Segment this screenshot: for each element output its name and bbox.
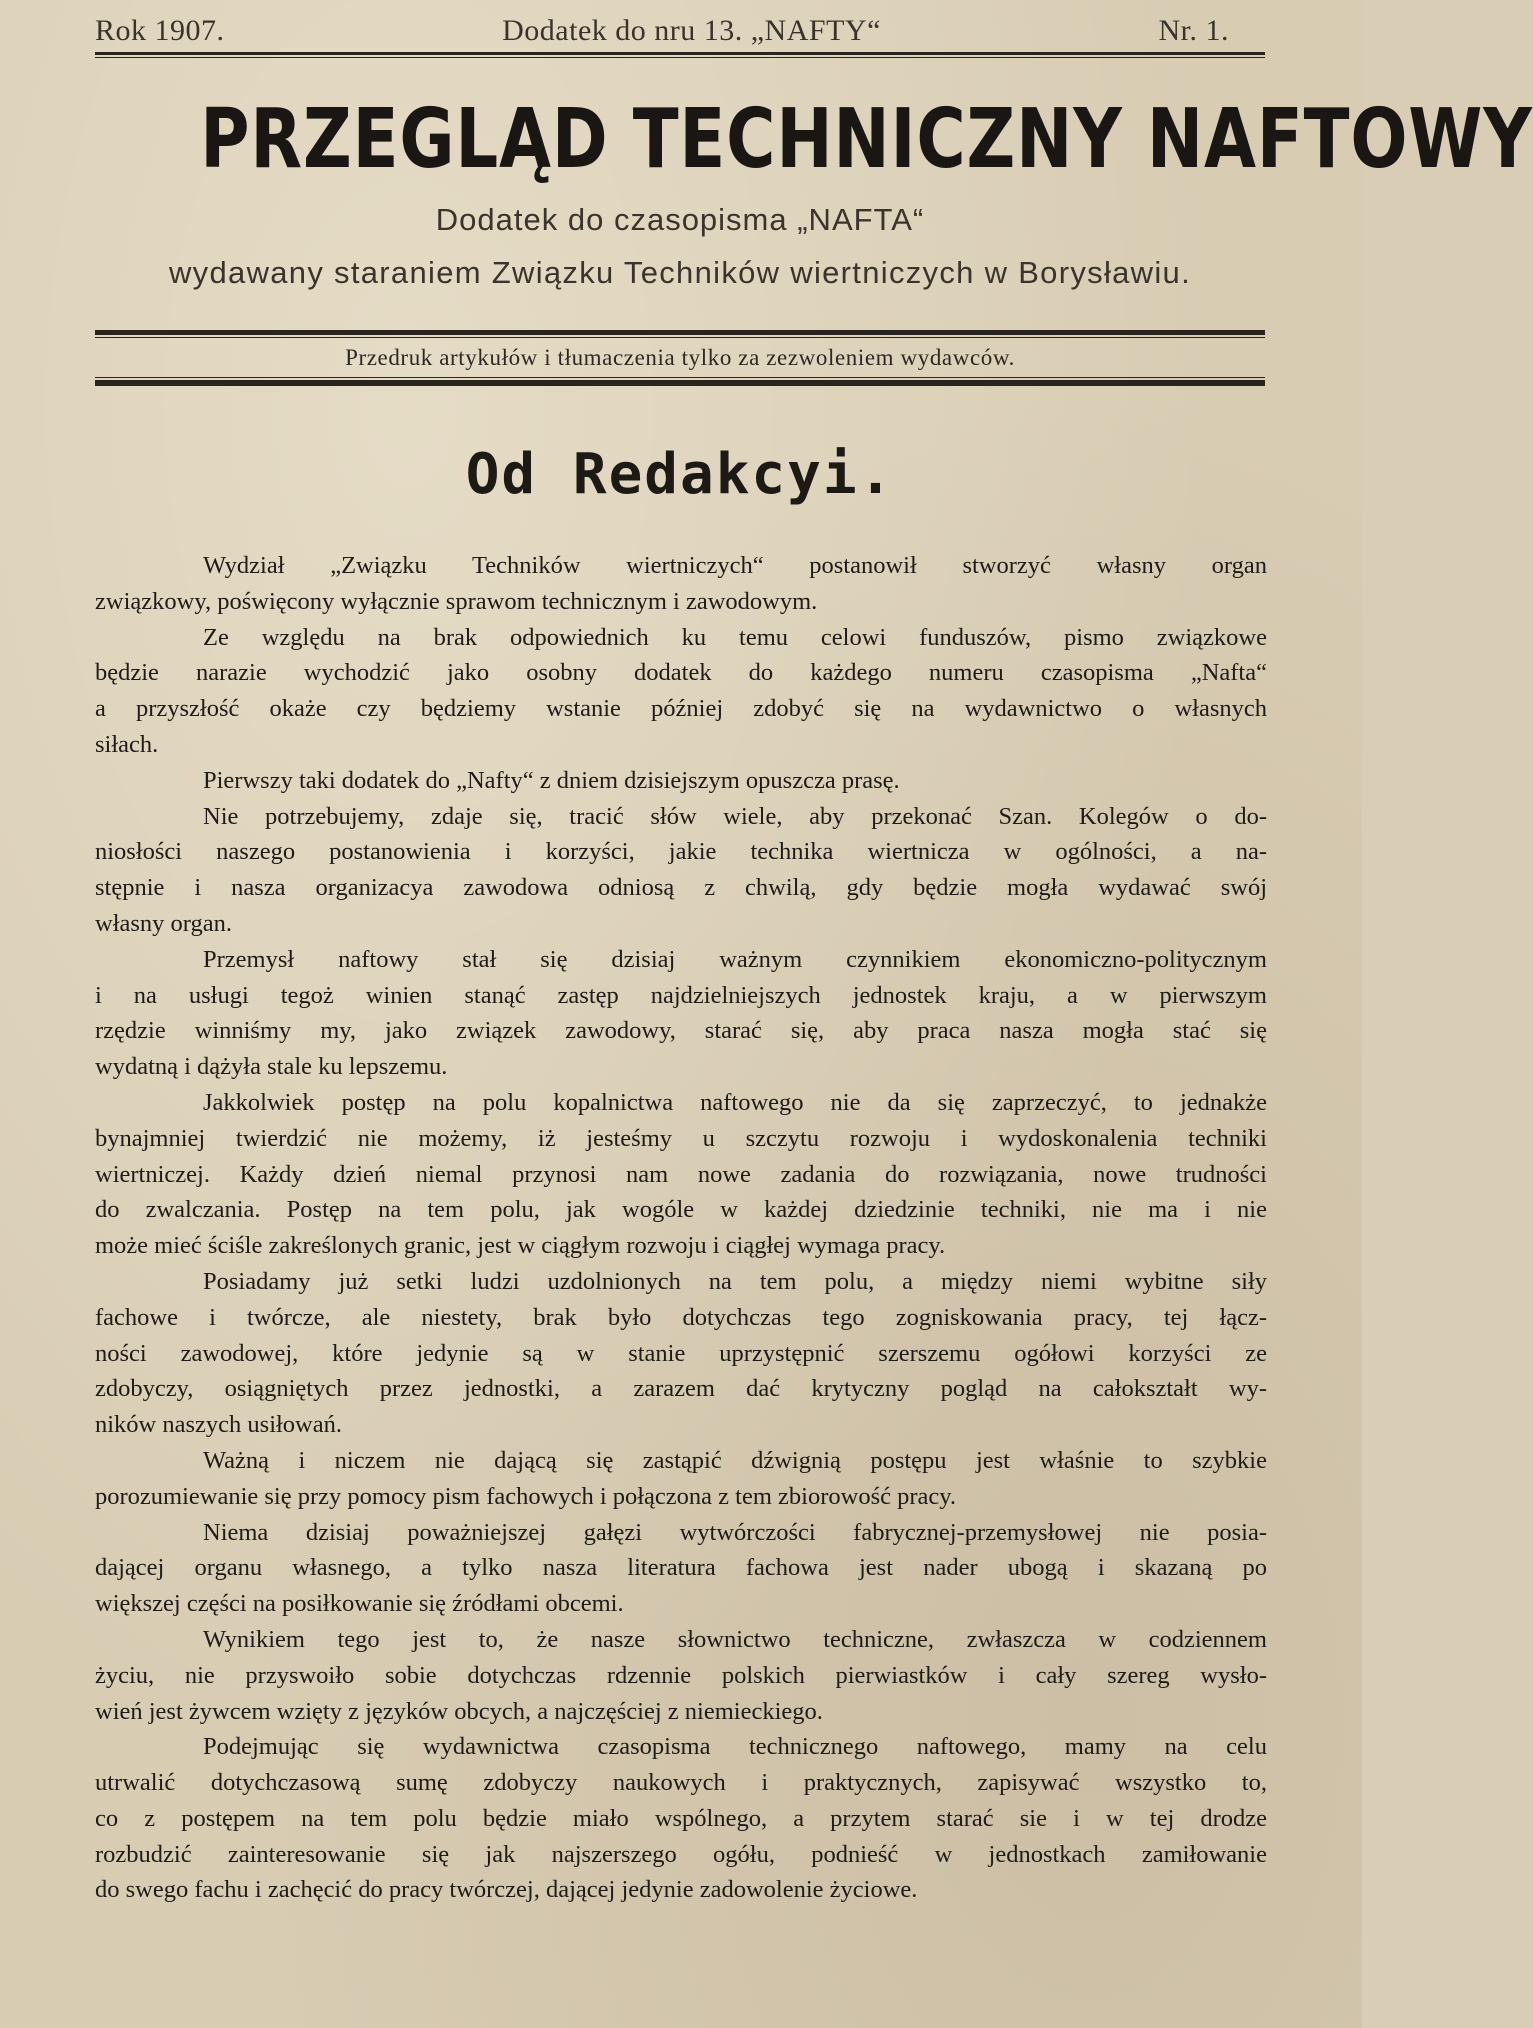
article-line: związkowy, poświęcony wyłącznie sprawom technicznym i zawodowym. (95, 587, 818, 615)
article-line: życiu, nie przyswoiło sobie dotychczas rdzennie polskich pierwiastków i cały szereg wysło- (95, 1661, 1267, 1689)
masthead-publisher: wydawany staraniem Związku Techników wiertniczych w Borysławiu. (169, 255, 1191, 290)
article-line: co z postępem na tem polu będzie miało wspólnego, a przytem starać sie i w tej drodze (95, 1804, 1267, 1832)
article-line: Wynikiem tego jest to, że nasze słownictwo techniczne, zwłaszcza w codziennem (203, 1625, 1267, 1653)
article-line: porozumiewanie się przy pomocy pism fachowych i połączona z tem zbiorowość pracy. (95, 1482, 957, 1510)
article-line: większej części na posiłkowanie się źródłami obcemi. (95, 1590, 624, 1618)
article-line: do zwalczania. Postęp na tem polu, jak wogóle w każdej dziedzinie techniki, nie ma i nie (95, 1196, 1267, 1224)
article-line: rzędzie winniśmy my, jako związek zawodowy, starać się, aby praca nasza mogła stać się (95, 1017, 1267, 1045)
masthead-rule-top-thin (95, 337, 1265, 338)
article-line: Ważną i niczem nie dającą się zastąpić dźwignią postępu jest właśnie to szybkie (203, 1446, 1267, 1474)
header-rule (95, 52, 1265, 55)
article-line: siłach. (95, 730, 159, 758)
masthead-title: PRZEGLĄD TECHNICZNY NAFTOWY (200, 92, 1533, 187)
article-line: ników naszych usiłowań. (95, 1411, 342, 1439)
article-line: może mieć ściśle zakreślonych granic, jest w ciągłym rozwoju i ciągłej wymaga pracy. (95, 1232, 946, 1260)
article-line: utrwalić dotychczasową sumę zdobyczy naukowych i praktycznych, zapisywać wszystko to, (95, 1769, 1267, 1797)
article-line: Nie potrzebujemy, zdaje się, tracić słów wiele, aby przekonać Szan. Kolegów o do- (203, 802, 1267, 830)
article-line: Wydział „Związku Techników wiertniczych“ postanowił stworzyć własny organ (203, 552, 1267, 579)
article-line: a przyszłość okaże czy będziemy wstanie później zdobyć się na wydawnictwo o własnych (95, 695, 1267, 723)
article-line: Ze względu na brak odpowiednich ku temu celowi funduszów, pismo związkowe (203, 623, 1267, 651)
article-heading: Od Redakcyi. (465, 442, 895, 507)
article-line: stępnie i nasza organizacya zawodowa odniosą z chwilą, gdy będzie mogła wydawać swój (95, 874, 1267, 902)
masthead-subtitle: Dodatek do czasopisma „NAFTA“ (435, 202, 925, 237)
supplement-label: Dodatek do nru 13. „NAFTY“ (502, 14, 881, 47)
article-line: i na usługi tegoż winien stanąć zastęp najdzielniejszych jednostek kraju, a w pierwszym (95, 981, 1267, 1009)
article-line: wydatną i dążyła stale ku lepszemu. (95, 1053, 448, 1081)
article-line: Pierwszy taki dodatek do „Nafty“ z dniem dzisiejszym opuszcza prasę. (203, 766, 900, 794)
article-line: wień jest żywcem wzięty z języków obcych, a najczęściej z niemieckiego. (95, 1697, 823, 1725)
masthead-rule-bottom (95, 380, 1265, 386)
header-rule-thin (95, 57, 1265, 58)
issue-number: Nr. 1. (1158, 14, 1229, 47)
article-line: dającej organu własnego, a tylko nasza literatura fachowa jest nader ubogą i skazaną po (95, 1554, 1267, 1582)
masthead-rule-top (95, 330, 1265, 335)
article-line: niosłości naszego postanowienia i korzyści, jakie technika wiertnicza w ogólności, a na- (95, 838, 1267, 866)
article-line: będzie narazie wychodzić jako osobny dodatek do każdego numeru czasopisma „Nafta“ (95, 659, 1267, 687)
article-line: fachowe i twórcze, ale niestety, brak było dotychczas tego zogniskowania pracy, tej łącz- (95, 1303, 1267, 1331)
masthead-rule-bottom-thin (95, 377, 1265, 378)
article-line: bynajmniej twierdzić nie możemy, iż jesteśmy u szczytu rozwoju i wydoskonalenia techniki (95, 1124, 1267, 1152)
article-line: Posiadamy już setki ludzi uzdolnionych na tem polu, a między niemi wybitne siły (203, 1267, 1267, 1295)
article-line: rozbudzić zainteresowanie się jak najszerszego ogółu, podnieść w jednostkach zamiłowanie (95, 1840, 1267, 1868)
article-body (95, 548, 1267, 1908)
article-line: Podejmując się wydawnictwa czasopisma technicznego naftowego, mamy na celu (203, 1733, 1267, 1761)
article-line: Przemysł naftowy stał się dzisiaj ważnym czynnikiem ekonomiczno-politycznym (203, 945, 1267, 973)
article-line: ności zawodowej, które jedynie są w stanie uprzystępnić szerszemu ogółowi korzyści ze (95, 1339, 1267, 1367)
year-label: Rok 1907. (95, 14, 225, 47)
article-line: Jakkolwiek postęp na polu kopalnictwa naftowego nie da się zaprzeczyć, to jednakże (203, 1088, 1267, 1116)
article-line: do swego fachu i zachęcić do pracy twórczej, dającej jedynie zadowolenie życiowe. (95, 1876, 918, 1904)
article-line: wiertniczej. Każdy dzień niemal przynosi nam nowe zadania do rozwiązania, nowe trudności (95, 1160, 1267, 1188)
article-line: własny organ. (95, 909, 232, 937)
article-line: Niema dzisiaj poważniejszej gałęzi wytwórczości fabrycznej-przemysłowej nie posia- (203, 1518, 1267, 1546)
reprint-notice: Przedruk artykułów i tłumaczenia tylko za zezwoleniem wydawców. (345, 345, 1015, 370)
article-line: zdobyczy, osiągniętych przez jednostki, a zarazem dać krytyczny pogląd na całokształt wy- (95, 1375, 1267, 1403)
issue-header (95, 14, 1265, 48)
